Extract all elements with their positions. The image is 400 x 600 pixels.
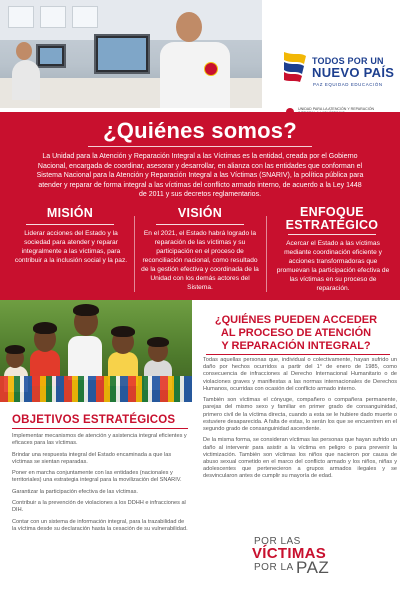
objective-item: Contribuir a la prevención de violaciones a los DDHH e infracciones al DIH.: [12, 500, 186, 514]
who-paragraph: De la misma forma, se consideran víctimas las personas que hayan sufrido un daño al intervenir para asistir a la víctima en peligro o para prevenir la victimización. También son víctimas los niños que nacieron por causa de abuso sexual cometido en el marco del conflicto armado y los niños, niñas y adolescentes que pertenecieron a grupos armados ilegales y se desvincularon antes de cumplir su mayoría de edad.: [203, 437, 398, 480]
column-separator: [266, 216, 267, 292]
title-rule: [88, 146, 312, 147]
brand-line1: TODOS POR UN: [312, 56, 384, 66]
objectives-list: [12, 433, 190, 537]
enfoque-rule: [288, 234, 376, 235]
logo-area: [262, 0, 400, 130]
vision-rule: [156, 224, 244, 225]
slogan-line3: POR LA: [254, 562, 294, 573]
enfoque-text: Acercar el Estado a las víctimas mediante coordinación eficiente y acciones transformadoras que promuevan la participación efectiva de las víctimas en su proceso de reparación.: [276, 240, 390, 292]
slogan-logo: [252, 534, 372, 578]
mision-text: Liderar acciones del Estado y la sociedad para atender y reparar integralmente a las víctimas, para contribuir a la inclusión social y la paz.: [14, 230, 128, 264]
column-separator: [134, 216, 135, 292]
who-title-line2: AL PROCESO DE ATENCIÓN: [220, 327, 372, 339]
objectives-title: OBJETIVOS ESTRATÉGICOS: [12, 414, 176, 426]
vision-text: En el 2021, el Estado habrá logrado la reparación de las víctimas y su participación en el proceso de reconciliación nacional, como resultado de la gestión efectiva y coordinada de la Unidad con los demás actores del Sistema.: [141, 230, 259, 291]
brand-tagline: PAZ EQUIDAD EDUCACIÓN: [313, 82, 383, 87]
who-title-line3: Y REPARACIÓN INTEGRAL?: [221, 340, 371, 352]
brand-line2: NUEVO PAÍS: [312, 65, 395, 80]
children-photo: [0, 300, 192, 402]
enfoque-heading-line2: ESTRATÉGICO: [285, 218, 379, 232]
vision-heading: VISIÓN: [177, 206, 223, 220]
intro-text: La Unidad para la Atención y Reparación Integral a las Víctimas es la entidad, creada por el Gobierno Nacional, encargada de coordinar, asesorar y desarrollar, en alianza con las entidades que conforman el Sistema Nacional para la Atención y Reparación Integral a las Víctimas (SNARIV), la política pública para atender y reparar de forma integral a las víctimas del conflicto armado interno, de acuerdo a la Ley 1448 de 2011 y sus decretos reglamentarios.: [36, 153, 364, 199]
slogan-line4: PAZ: [296, 558, 330, 577]
header-photo: [0, 0, 262, 108]
objective-item: Brindar una respuesta integral del Estado encaminada a que las víctimas se sientan reparadas.: [12, 451, 172, 465]
objective-item: Implementar mecanismos de atención y asistencia integral eficientes y eficaces para las víctimas.: [12, 433, 187, 447]
flag-logo-icon: [280, 50, 308, 84]
objectives-rule: [12, 428, 188, 429]
who-title-line1: ¿QUIÉNES PUEDEN ACCEDER: [214, 314, 378, 326]
mision-rule: [26, 224, 114, 225]
who-paragraph: Todas aquellas personas que, individual o colectivamente, hayan sufrido un daño por hechos ocurridos a partir del 1° de enero de 1985, como consecuencia de infracciones al Derecho Internacional Humanitario o de violaciones graves y manifiestas a las normas internacionales de Derechos Humanos, ocurridas con ocasión del conflicto armado interno.: [203, 357, 397, 392]
slogan-line2: VÍCTIMAS: [252, 545, 327, 562]
who-body: [203, 357, 397, 485]
who-paragraph: También son víctimas el cónyuge, compañero o compañera permanente, parejas del mismo sexo y familiar en primer grado de consanguinidad, primero civil de la víctima directa, cuando a esta se le hubiere dado muerte o estuviere desaparecida. A falta de estas, lo serán los que se encuentren en el segundo grado de consanguinidad ascendente.: [203, 397, 397, 433]
page-title: ¿Quiénes somos?: [103, 118, 297, 143]
who-title: [200, 314, 392, 353]
mision-heading: MISIÓN: [46, 206, 94, 220]
enfoque-heading-line1: ENFOQUE: [300, 205, 364, 219]
unit-name: UNIDAD PARA LA ATENCIÓN Y REPARACIÓN: [298, 107, 375, 111]
who-rule: [206, 354, 390, 355]
slogan-line1: POR LAS: [254, 536, 301, 547]
objective-item: Garantizar la participación efectiva de las víctimas.: [12, 488, 138, 495]
objective-item: Poner en marcha conjuntamente con las entidades (nacionales y territoriales) una estrategia integral para la movilización del SNARIV.: [12, 470, 182, 484]
objective-item: Contar con un sistema de información integral, para la trazabilidad de la víctima desde su declaración hasta la cesación de su vulnerabilidad.: [12, 518, 188, 532]
enfoque-heading: [272, 206, 392, 232]
